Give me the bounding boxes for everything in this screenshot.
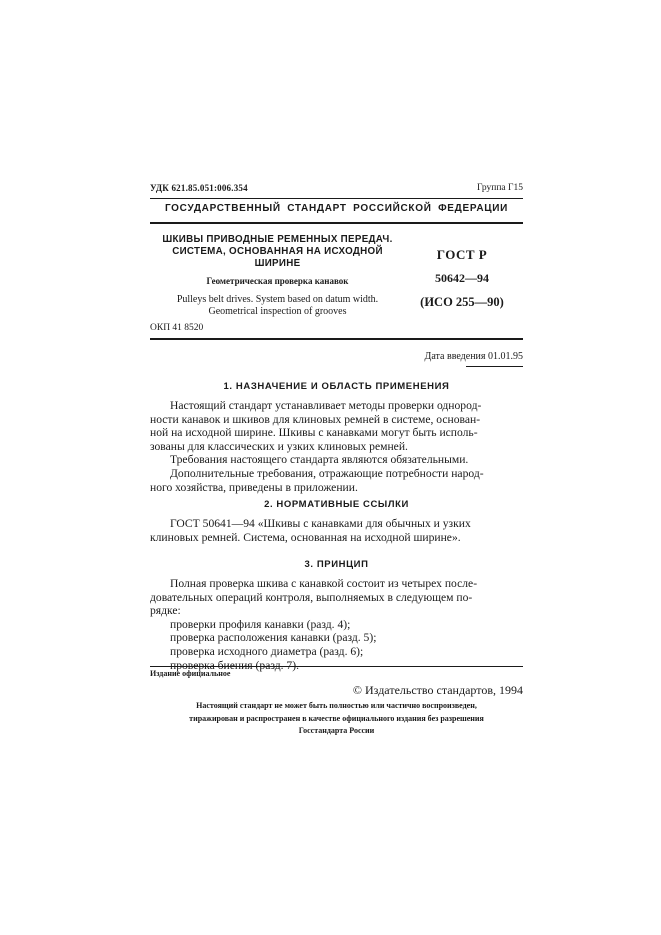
introduction-date: Дата введения 01.01.95 xyxy=(424,351,523,362)
notice-line: тиражирован и распространен в качестве официального издания без разрешения xyxy=(189,713,484,723)
notice-line: Госстандарта России xyxy=(298,726,375,735)
iso-reference: (ИСО 255—90) xyxy=(420,295,504,309)
text-line: ного хозяйства, приведены в приложении. xyxy=(150,480,358,494)
text-line: клиновых ремней. Система, основанная на исходной ширине». xyxy=(150,530,461,544)
english-title-line: Pulleys belt drives. System based on datum width. xyxy=(176,294,379,305)
gost-label: ГОСТ Р xyxy=(436,247,488,262)
section-3-heading: 3. ПРИНЦИП xyxy=(304,559,369,570)
text-line: довательных операций контроля, выполняемых в следующем по- xyxy=(150,590,473,604)
state-standard-title: ГОСУДАРСТВЕННЫЙ СТАНДАРТ РОССИЙСКОЙ ФЕДЕРАЦИИ xyxy=(164,203,509,214)
english-title-line: Geometrical inspection of grooves xyxy=(208,305,347,317)
title-line: ШИРИНЕ xyxy=(254,258,301,269)
text-line: ГОСТ 50641—94 «Шкивы с канавками для обычных и узких xyxy=(170,517,471,530)
header-rule xyxy=(150,222,523,224)
okp-code: ОКП 41 8520 xyxy=(150,323,204,333)
text-line: Настоящий стандарт устанавливает методы проверки однород- xyxy=(170,399,482,412)
document-title xyxy=(150,234,405,270)
text-line: Требования настоящего стандарта являются обязательными. xyxy=(170,453,469,467)
date-underline xyxy=(466,366,523,367)
footer-rule xyxy=(150,666,523,667)
list-item: проверки профиля канавки (разд. 4); xyxy=(170,617,351,631)
reproduction-notice xyxy=(148,700,525,738)
text-line: ной на исходной ширине. Шкивы с канавками могут быть исполь- xyxy=(150,426,478,440)
title-line: СИСТЕМА, ОСНОВАННАЯ НА ИСХОДНОЙ xyxy=(172,246,383,257)
english-title xyxy=(150,294,405,317)
section-3-body xyxy=(150,577,523,672)
official-edition-label: Издание официальное xyxy=(150,669,231,678)
copyright-notice: © Издательство стандартов, 1994 xyxy=(352,683,523,697)
notice-line: Настоящий стандарт не может быть полностью или частично воспроизведен, xyxy=(196,701,477,710)
document-subtitle: Геометрическая проверка канавок xyxy=(206,276,349,286)
title-line: ШКИВЫ ПРИВОДНЫЕ РЕМЕННЫХ ПЕРЕДАЧ. xyxy=(162,234,393,245)
text-line: Полная проверка шкива с канавкой состоит из четырех после- xyxy=(170,577,478,590)
gost-number: 50642—94 xyxy=(435,271,489,285)
list-item: проверка исходного диаметра (разд. 6); xyxy=(170,644,364,658)
section-1-heading: 1. НАЗНАЧЕНИЕ И ОБЛАСТЬ ПРИМЕНЕНИЯ xyxy=(223,381,450,392)
text-line: зованы для классических и узких клиновых ремней. xyxy=(150,439,408,453)
group-code: Группа Г15 xyxy=(476,183,523,193)
text-line: ности канавок и шкивов для клиновых ремней в системе, основан- xyxy=(150,412,481,426)
title-rule xyxy=(150,338,523,340)
text-line: рядке: xyxy=(150,604,181,618)
section-2-body xyxy=(150,517,523,544)
section-1-body xyxy=(150,399,523,494)
top-rule xyxy=(150,198,523,199)
list-item: проверка расположения канавки (разд. 5); xyxy=(170,631,377,645)
text-line: Дополнительные требования, отражающие потребности народ- xyxy=(170,466,484,480)
udk-code: УДК 621.85.051:006.354 xyxy=(150,183,248,193)
section-2-heading: 2. НОРМАТИВНЫЕ ССЫЛКИ xyxy=(264,499,409,510)
